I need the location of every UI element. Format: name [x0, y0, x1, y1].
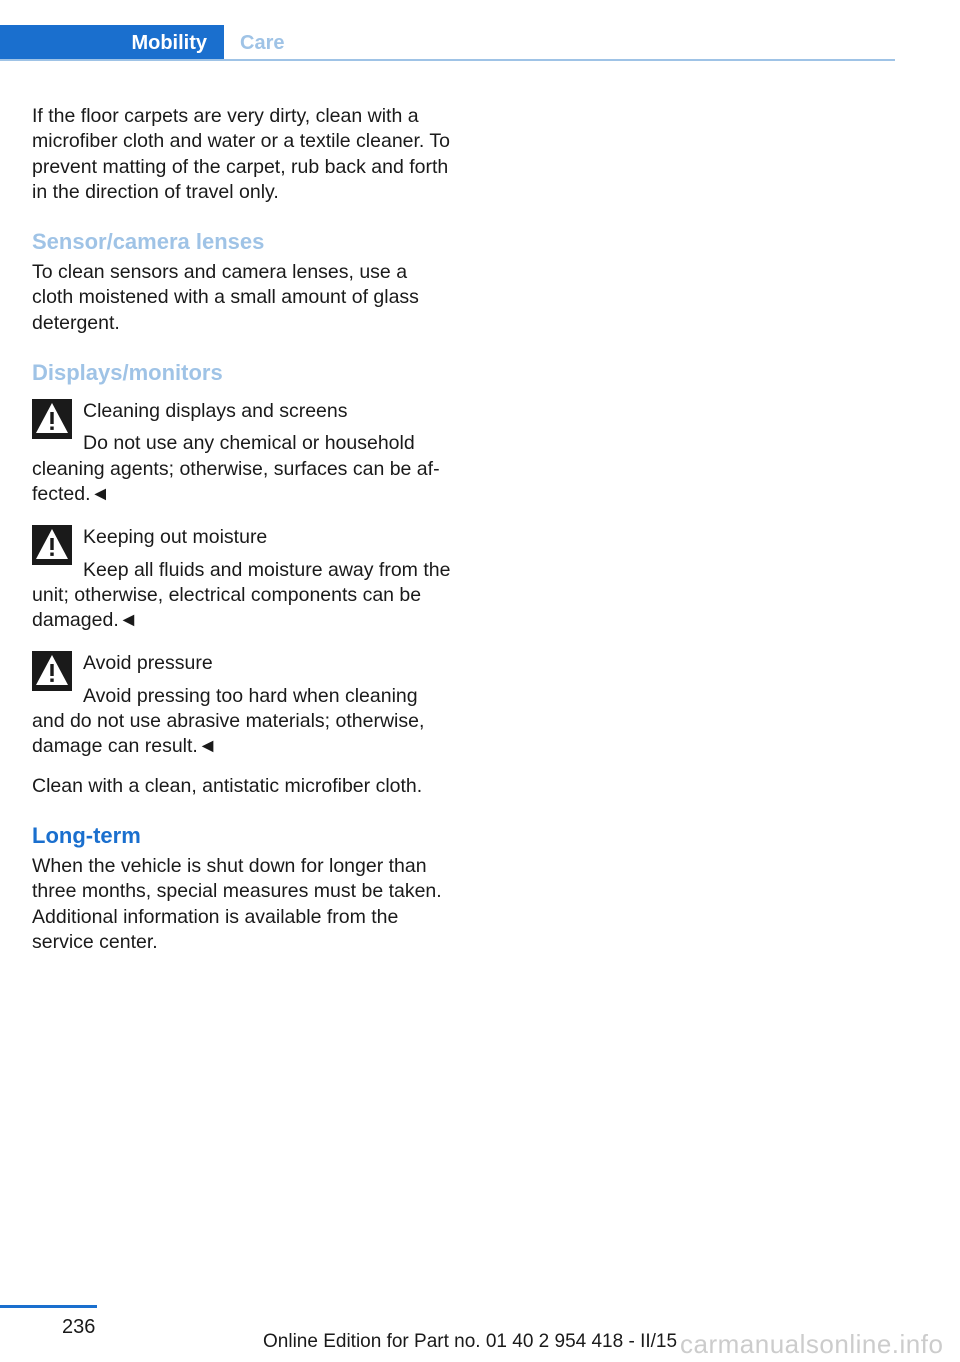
warning-title: Avoid pressure [83, 652, 213, 675]
tab-care-label: Care [240, 31, 285, 54]
clean-paragraph: Clean with a clean, antistatic microfiber cloth. [32, 774, 423, 797]
footer-accent-line [0, 1305, 97, 1308]
warning-title: Keeping out moisture [83, 526, 268, 549]
longterm-heading: Long-term [32, 822, 141, 848]
sensors-paragraph: To clean sensors and camera lenses, use a cloth moistened with a small amount of glass detergent. [32, 261, 419, 334]
warning-text: Keep all fluids and moisture away from the unit; otherwise, electrical components can be damaged.◄ [32, 558, 451, 632]
warning-triangle-icon [32, 399, 72, 439]
tab-mobility-label: Mobility [131, 31, 207, 54]
page-number: 236 [62, 1316, 96, 1338]
tab-mobility[interactable] [0, 25, 224, 61]
warning-triangle-icon [32, 651, 72, 691]
displays-heading: Displays/monitors [32, 360, 223, 386]
warning-text: Avoid pressing too hard when cleaning and do not use abrasive materials; otherwise, damage can result.◄ [32, 684, 425, 758]
page-content [32, 104, 452, 955]
edition-info: Online Edition for Part no. 01 40 2 954 418 - II/15 [263, 1331, 678, 1352]
warning-title: Cleaning displays and screens [83, 400, 348, 423]
warning-text: Do not use any chemical or household cleaning agents; otherwise, surfaces can be affected.◄ [32, 432, 440, 505]
warning-triangle-icon [32, 525, 72, 565]
sensors-heading: Sensor/camera lenses [32, 229, 265, 255]
warning-block [32, 399, 452, 507]
tab-care[interactable] [240, 25, 284, 61]
warning-block [32, 651, 452, 759]
longterm-paragraph: When the vehicle is shut down for longer than three months, special measures must be taken. Additional information is available from the service center. [32, 854, 442, 953]
chapter-tab-bar [0, 25, 895, 61]
tab-bar-underline [0, 59, 895, 61]
watermark: carmanualsonline.info [680, 1329, 944, 1359]
carpets-paragraph: If the floor carpets are very dirty, clean with a microfiber cloth and water or a textile cleaner. To prevent matting of the carpet, rub back and forth in the direction of travel only. [32, 105, 451, 203]
warning-block [32, 525, 452, 633]
